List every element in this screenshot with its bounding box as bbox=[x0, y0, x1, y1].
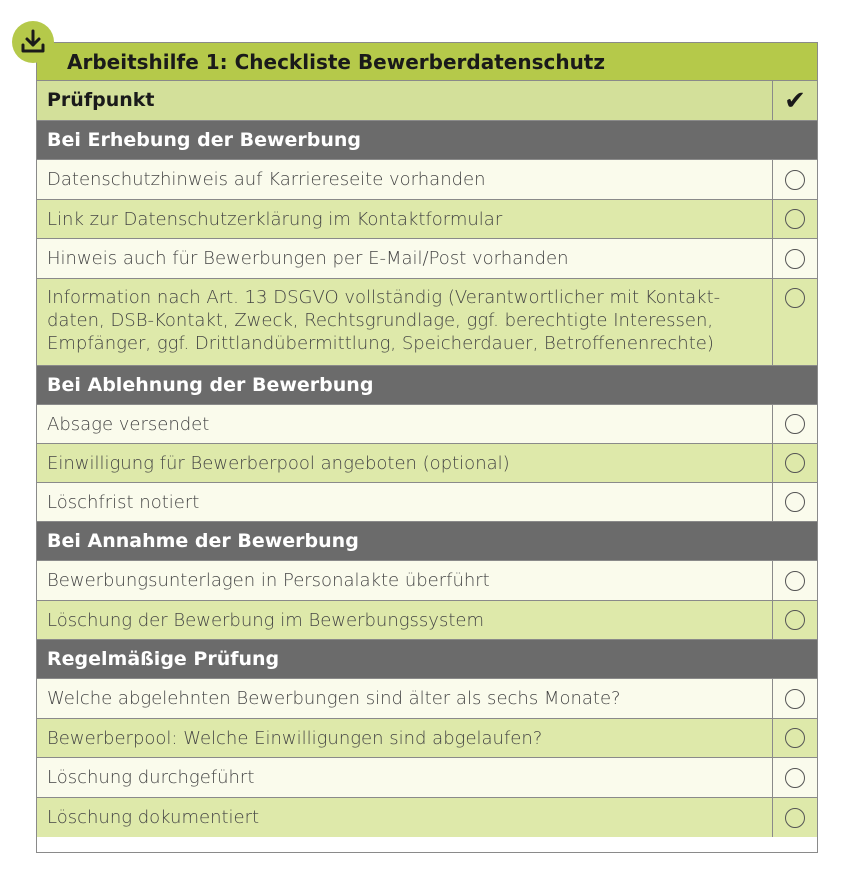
checklist-item bbox=[37, 200, 817, 239]
checkbox-circle[interactable] bbox=[785, 808, 805, 828]
item-label: Einwilligung für Bewerberpool angeboten (optional) bbox=[47, 452, 510, 474]
checkmark-header-icon: ✔ bbox=[772, 81, 817, 120]
checkbox-circle[interactable] bbox=[785, 571, 805, 591]
checkbox-cell bbox=[772, 160, 817, 199]
checkbox-circle[interactable] bbox=[785, 768, 805, 788]
section-label: Bei Annahme der Bewerbung bbox=[47, 529, 359, 552]
item-label: Information nach Art. 13 DSGVO vollständig (Verantwortlicher mit Kontakt-daten, DSB-Kontakt, Zweck, Rechtsgrundlage, ggf. berechtigte Interessen, Empfänger, ggf. Drittlandübermittlung, Speicherdauer, Betroffenenrechte) bbox=[47, 287, 721, 354]
item-label: Welche abgelehnten Bewerbungen sind älter als sechs Monate? bbox=[47, 688, 621, 709]
checklist-item bbox=[37, 444, 817, 483]
checklist-item bbox=[37, 483, 817, 522]
section-label: Regelmäßige Prüfung bbox=[47, 647, 280, 670]
checkbox-circle[interactable] bbox=[785, 209, 805, 229]
section-header-pruefung bbox=[37, 640, 817, 679]
checklist-item bbox=[37, 758, 817, 798]
section-header-erhebung bbox=[37, 121, 817, 160]
item-label: Hinweis auch für Bewerbungen per E-Mail/Post vorhanden bbox=[47, 248, 569, 269]
checkbox-circle[interactable] bbox=[785, 414, 805, 434]
checklist-item bbox=[37, 601, 817, 640]
checkbox-circle[interactable] bbox=[785, 689, 805, 709]
checkbox-circle[interactable] bbox=[785, 170, 805, 190]
checklist-table bbox=[36, 42, 818, 853]
checkbox-circle[interactable] bbox=[785, 492, 805, 512]
checkbox-cell bbox=[772, 444, 817, 482]
checkbox-circle[interactable] bbox=[785, 610, 805, 630]
item-label: Bewerberpool: Welche Einwilligungen sind abgelaufen? bbox=[47, 727, 543, 749]
checkbox-circle[interactable] bbox=[785, 288, 805, 308]
item-label: Link zur Datenschutzerklärung im Kontaktformular bbox=[47, 208, 503, 230]
checkbox-cell bbox=[772, 239, 817, 278]
checkbox-circle[interactable] bbox=[785, 453, 805, 473]
checklist-item bbox=[37, 160, 817, 200]
item-label: Absage versendet bbox=[47, 413, 210, 435]
download-icon[interactable] bbox=[12, 21, 54, 63]
checklist-item bbox=[37, 279, 817, 366]
item-label: Bewerbungsunterlagen in Personalakte überführt bbox=[47, 570, 490, 591]
checkbox-cell bbox=[772, 758, 817, 797]
checklist-title: Arbeitshilfe 1: Checkliste Bewerberdatenschutz bbox=[37, 43, 817, 81]
checklist-item bbox=[37, 239, 817, 279]
checklist-item bbox=[37, 561, 817, 601]
table-header-row bbox=[37, 81, 817, 121]
checkbox-cell bbox=[772, 405, 817, 443]
item-label: Datenschutzhinweis auf Karriereseite vorhanden bbox=[47, 169, 486, 190]
checkbox-cell bbox=[772, 719, 817, 757]
section-header-annahme bbox=[37, 522, 817, 561]
checklist-item bbox=[37, 679, 817, 719]
checkbox-cell bbox=[772, 561, 817, 600]
item-label: Löschung dokumentiert bbox=[47, 807, 260, 828]
checklist-item bbox=[37, 719, 817, 758]
checklist-item bbox=[37, 798, 817, 837]
item-label: Löschfrist notiert bbox=[47, 491, 200, 513]
checkbox-cell bbox=[772, 679, 817, 718]
checkbox-cell bbox=[772, 200, 817, 238]
section-label: Bei Erhebung der Bewerbung bbox=[47, 128, 362, 151]
item-label: Löschung der Bewerbung im Bewerbungssystem bbox=[47, 609, 485, 631]
column-header-pruefpunkt: Prüfpunkt bbox=[47, 89, 155, 111]
checkbox-cell bbox=[772, 798, 817, 837]
checkbox-cell bbox=[772, 601, 817, 639]
checkbox-circle[interactable] bbox=[785, 249, 805, 269]
checklist-item bbox=[37, 405, 817, 444]
section-label: Bei Ablehnung der Bewerbung bbox=[47, 373, 374, 396]
checkbox-circle[interactable] bbox=[785, 728, 805, 748]
item-label: Löschung durchgeführt bbox=[47, 767, 255, 788]
checkbox-cell bbox=[772, 279, 817, 365]
checkbox-cell bbox=[772, 483, 817, 521]
section-header-ablehnung bbox=[37, 366, 817, 405]
